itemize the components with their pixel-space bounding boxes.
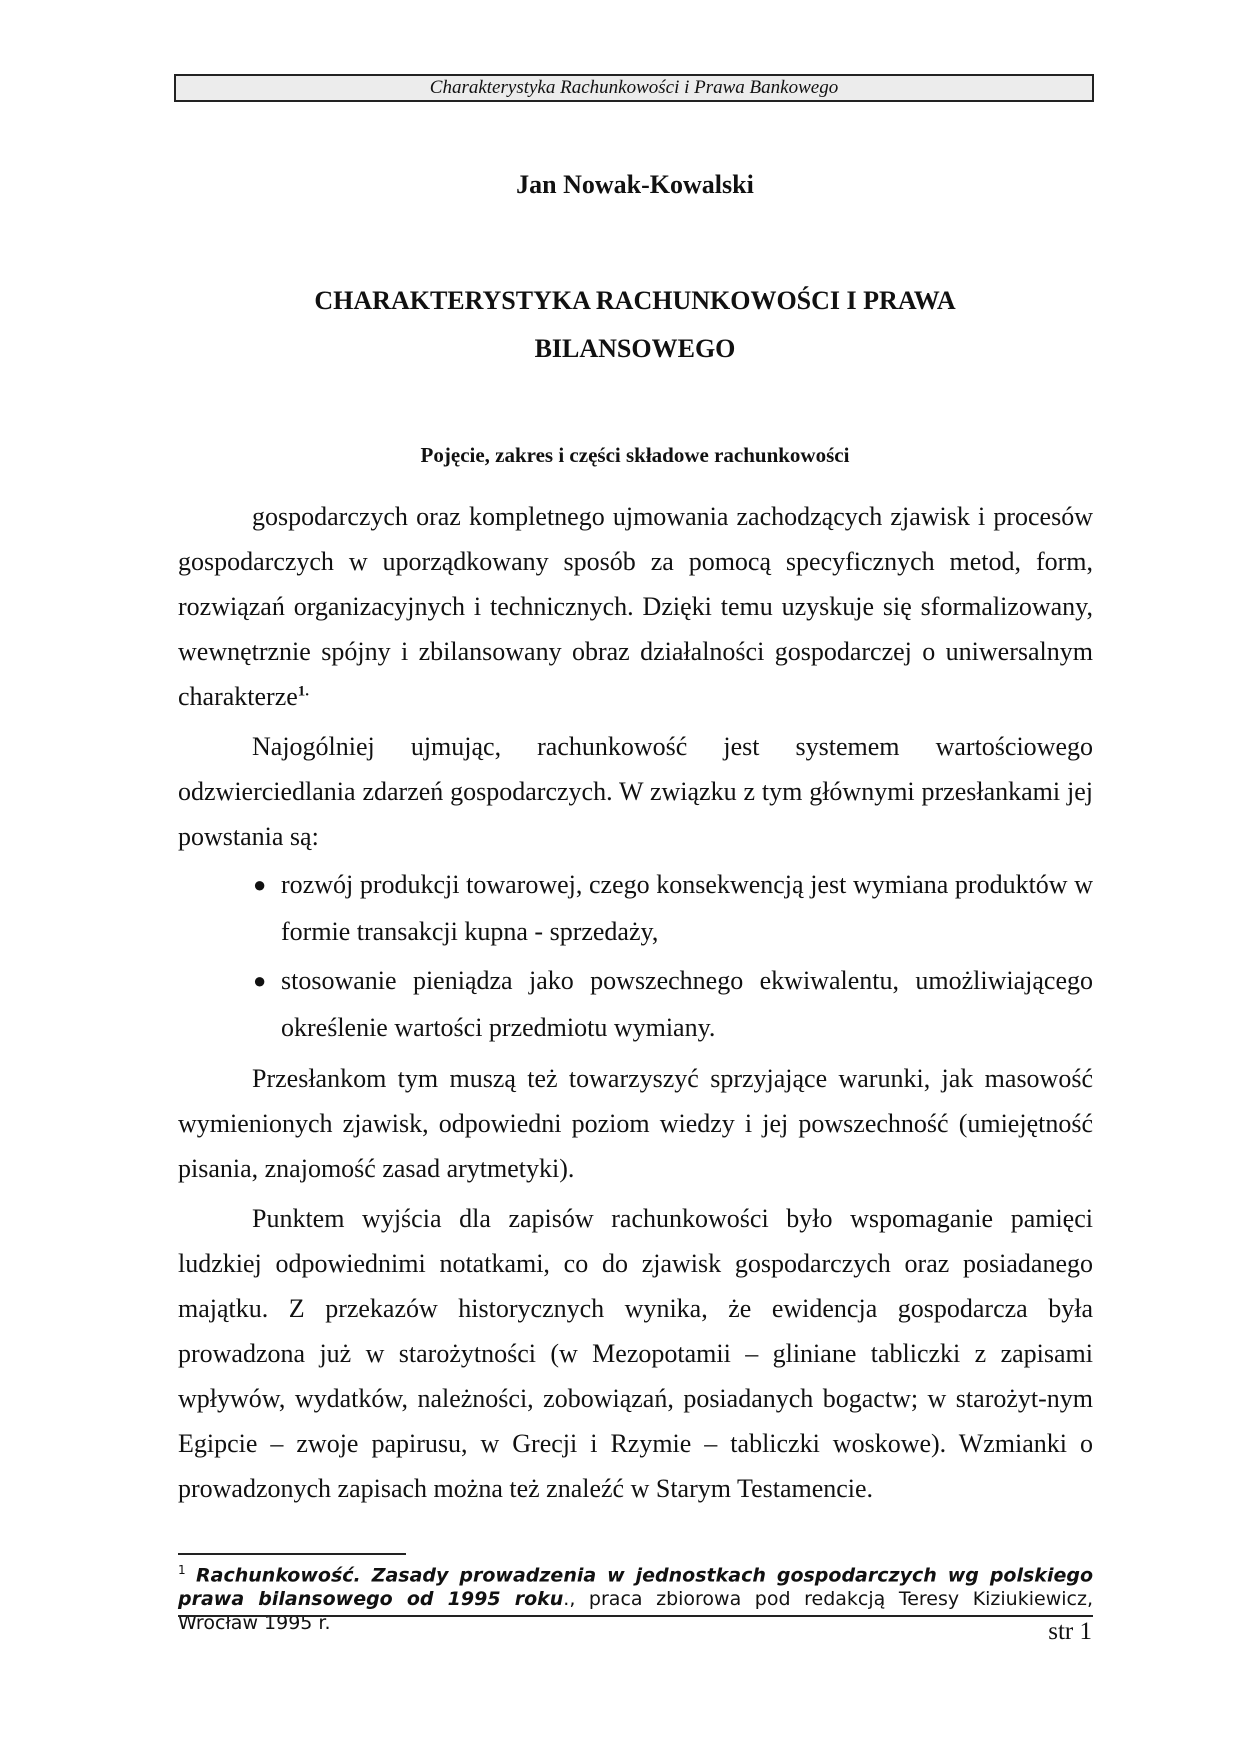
footnote-number: 1 <box>178 1563 186 1577</box>
bullet-icon: ● <box>253 968 267 993</box>
list-item <box>253 957 1093 1051</box>
page-number: str 1 <box>1048 1618 1092 1645</box>
running-header <box>174 74 1094 102</box>
document-title-line-2: BILANSOWEGO <box>534 334 736 363</box>
paragraph-2: Najogólniej ujmując, rachunkowość jest systemem wartościowego odzwierciedlania zdarzeń gospodarczych. W związku z tym głównymi przesłankami jej powstania są: <box>178 732 1093 851</box>
footnote-divider <box>178 1553 406 1555</box>
paragraph-1-text: gospodarczych oraz kompletnego ujmowania zachodzących zjawisk i procesów gospodarczych w uporządkowany sposób za pomocą specyficznych metod, form, rozwiązań organizacyjnych i technicznych. Dzięki temu uzyskuje się sformalizowany, wewnętrznie spójny i zbilansowany obraz działalności gospodarczej o uniwersalnym charakterze <box>178 502 1093 711</box>
running-header-text: Charakterystyka Rachunkowości i Prawa Bankowego <box>429 77 839 98</box>
list-item-text: rozwój produkcji towarowej, czego konsekwencją jest wymiana produktów w formie transakcji kupna - sprzedaży, <box>281 870 1093 946</box>
footnote-source-title: Rachunkowość. Zasady prowadzenia w jednostkach gospodarczych wg polskiego prawa bilansowego od 1995 roku <box>178 1564 1093 1611</box>
bullet-list <box>178 861 1093 1051</box>
list-item <box>253 861 1093 955</box>
paragraph-3: Przesłankom tym muszą też towarzyszyć sprzyjające warunki, jak masowość wymienionych zjawisk, odpowiedni poziom wiedzy i jej powszechność (umiejętność pisania, znajomość zasad arytmetyki). <box>178 1064 1093 1183</box>
page-footer-divider <box>178 1615 1093 1617</box>
section-heading: Pojęcie, zakres i części składowe rachunkowości <box>420 443 850 467</box>
document-title <box>200 277 1070 373</box>
footnote-reference: 1. <box>297 683 310 700</box>
footnote-source-details: ., praca zbiorowa pod redakcją Teresy Kiziukiewicz, Wrocław 1995 r. <box>178 1588 1093 1635</box>
footnote <box>178 1558 1093 1635</box>
paragraph-1 <box>178 494 1093 719</box>
author-name: Jan Nowak-Kowalski <box>516 170 754 199</box>
body-text <box>178 494 1093 1511</box>
paragraph-4: Punktem wyjścia dla zapisów rachunkowości było wspomaganie pamięci ludzkiej odpowiednimi notatkami, co do zjawisk gospodarczych oraz posiadanego majątku. Z przekazów historycznych wynika, że ewidencja gospodarcza była prowadzona już w starożytności (w Mezopotamii – gliniane tabliczki z zapisami wpływów, wydatków, należności, zobowiązań, posiadanych bogactw; w starożyt-nym Egipcie – zwoje papirusu, w Grecji i Rzymie – tabliczki woskowe). Wzmianki o prowadzonych zapisach można też znaleźć w Starym Testamencie. <box>178 1204 1093 1503</box>
bullet-icon: ● <box>253 872 267 897</box>
document-title-line-1: CHARAKTERYSTYKA RACHUNKOWOŚCI I PRAWA <box>314 286 956 315</box>
list-item-text: stosowanie pieniądza jako powszechnego ekwiwalentu, umożliwiającego określenie wartości przedmiotu wymiany. <box>281 966 1093 1042</box>
